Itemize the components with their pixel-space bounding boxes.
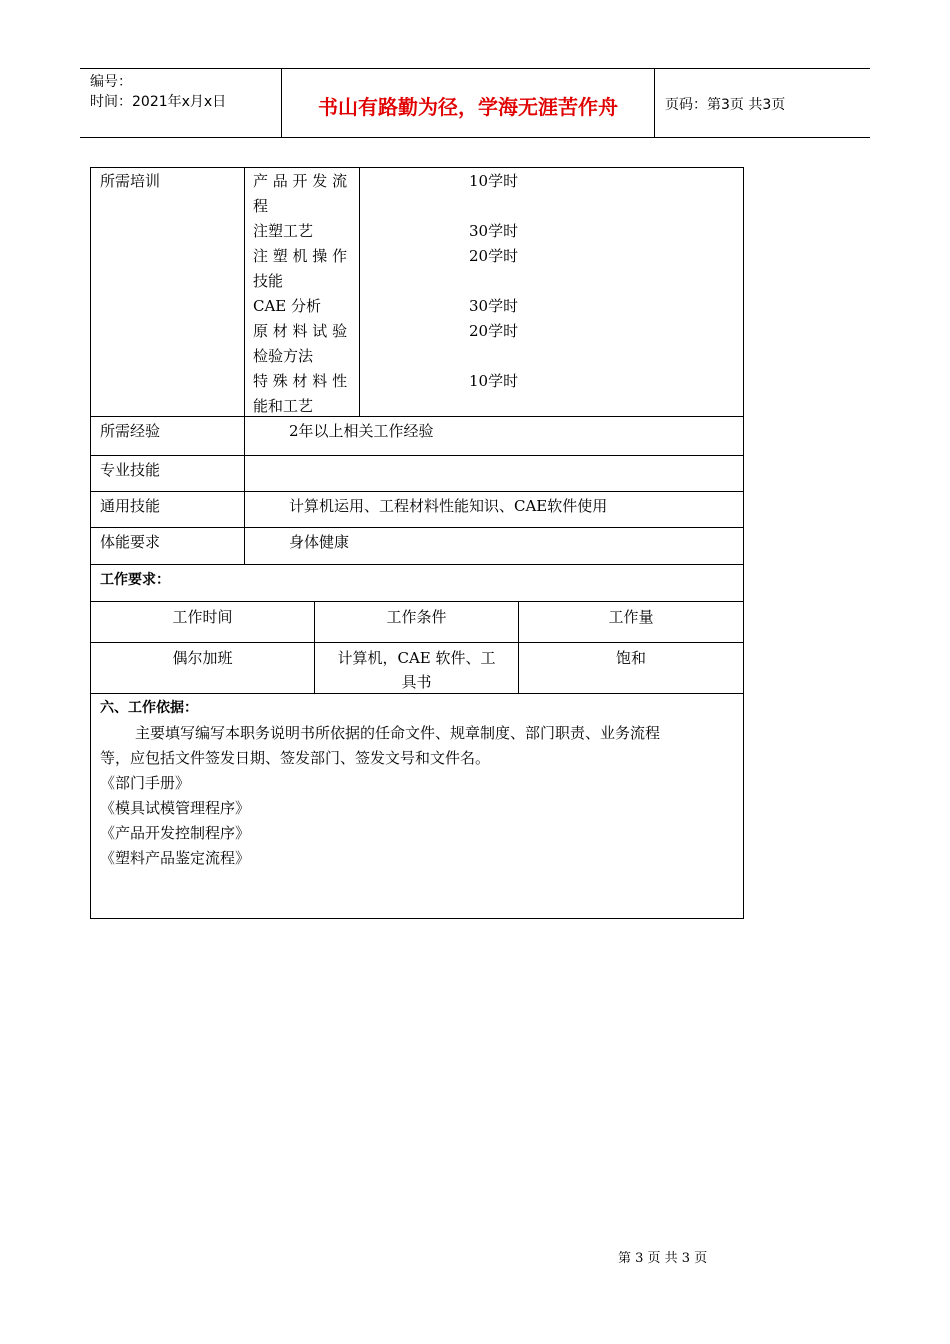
training-item-name: 产 品 开 发 流 (253, 172, 348, 190)
training-item-hours: 10学时 (469, 372, 519, 390)
row-divider (91, 491, 743, 492)
professional-skills-label: 专业技能 (100, 461, 161, 479)
basis-paragraph: 等，应包括文件签发日期、签发部门、签发文号和文件名。 (100, 749, 491, 767)
row-divider (91, 527, 743, 528)
header-left-cell (80, 69, 282, 137)
training-item-hours: 30学时 (469, 297, 519, 315)
general-skills-value: 计算机运用、工程材料性能知识、CAE软件使用 (289, 497, 608, 515)
experience-value: 2年以上相关工作经验 (289, 422, 434, 440)
row-divider (91, 455, 743, 456)
training-item-hours: 10学时 (469, 172, 519, 190)
page-header (80, 68, 870, 138)
training-item-name: 注塑工艺 (253, 222, 314, 240)
training-item-hours: 20学时 (469, 322, 519, 340)
training-item-name: 检验方法 (253, 347, 314, 365)
training-item-name: 特 殊 材 料 性 (253, 372, 348, 390)
basis-doc-item: 《产品开发控制程序》 (100, 824, 251, 842)
work-condition-value: 计算机，CAE 软件、工 (337, 649, 496, 667)
training-item-name: 原 材 料 试 验 (253, 322, 348, 340)
row-divider (91, 564, 743, 565)
row-divider (91, 416, 743, 417)
col-divider (244, 168, 245, 564)
training-item-name: 技能 (253, 272, 284, 290)
experience-label: 所需经验 (100, 422, 161, 440)
basis-title: 六、工作依据： (100, 700, 198, 716)
work-condition-value: 具书 (401, 673, 432, 691)
doc-date-label: 时间：2021年x月x日 (90, 94, 227, 110)
basis-doc-item: 《模具试模管理程序》 (100, 799, 251, 817)
header-page-label: 页码：第3页 共3页 (665, 97, 786, 113)
basis-doc-item: 《部门手册》 (100, 774, 191, 792)
work-time-value: 偶尔加班 (172, 649, 233, 667)
doc-number-label: 编号： (90, 74, 132, 90)
training-item-name: 能和工艺 (253, 397, 314, 415)
physical-label: 体能要求 (100, 533, 161, 551)
training-label: 所需培训 (100, 172, 161, 190)
basis-paragraph: 主要填写编写本职务说明书所依据的任命文件、规章制度、部门职责、业务流程 (135, 724, 661, 742)
col-divider (359, 168, 360, 416)
training-item-hours: 30学时 (469, 222, 519, 240)
header-motto: 书山有路勤为径，学海无涯苦作舟 (318, 95, 618, 119)
training-item-hours: 20学时 (469, 247, 519, 265)
work-time-header: 工作时间 (172, 608, 233, 626)
general-skills-label: 通用技能 (100, 497, 161, 515)
page-footer: 第 3 页 共 3 页 (618, 1251, 708, 1266)
physical-value: 身体健康 (289, 533, 350, 551)
header-center-cell (282, 69, 655, 137)
work-condition-header: 工作条件 (386, 608, 447, 626)
job-description-table (90, 167, 744, 919)
header-right-cell (655, 69, 870, 137)
workload-header: 工作量 (608, 608, 654, 626)
work-requirements-title: 工作要求： (100, 572, 170, 588)
row-divider (91, 642, 743, 643)
basis-doc-item: 《塑料产品鉴定流程》 (100, 849, 251, 867)
workload-value: 饱和 (615, 649, 646, 667)
row-divider (91, 601, 743, 602)
training-item-name: CAE 分析 (253, 297, 322, 315)
training-item-name: 程 (253, 197, 269, 215)
training-item-name: 注 塑 机 操 作 (253, 247, 348, 265)
